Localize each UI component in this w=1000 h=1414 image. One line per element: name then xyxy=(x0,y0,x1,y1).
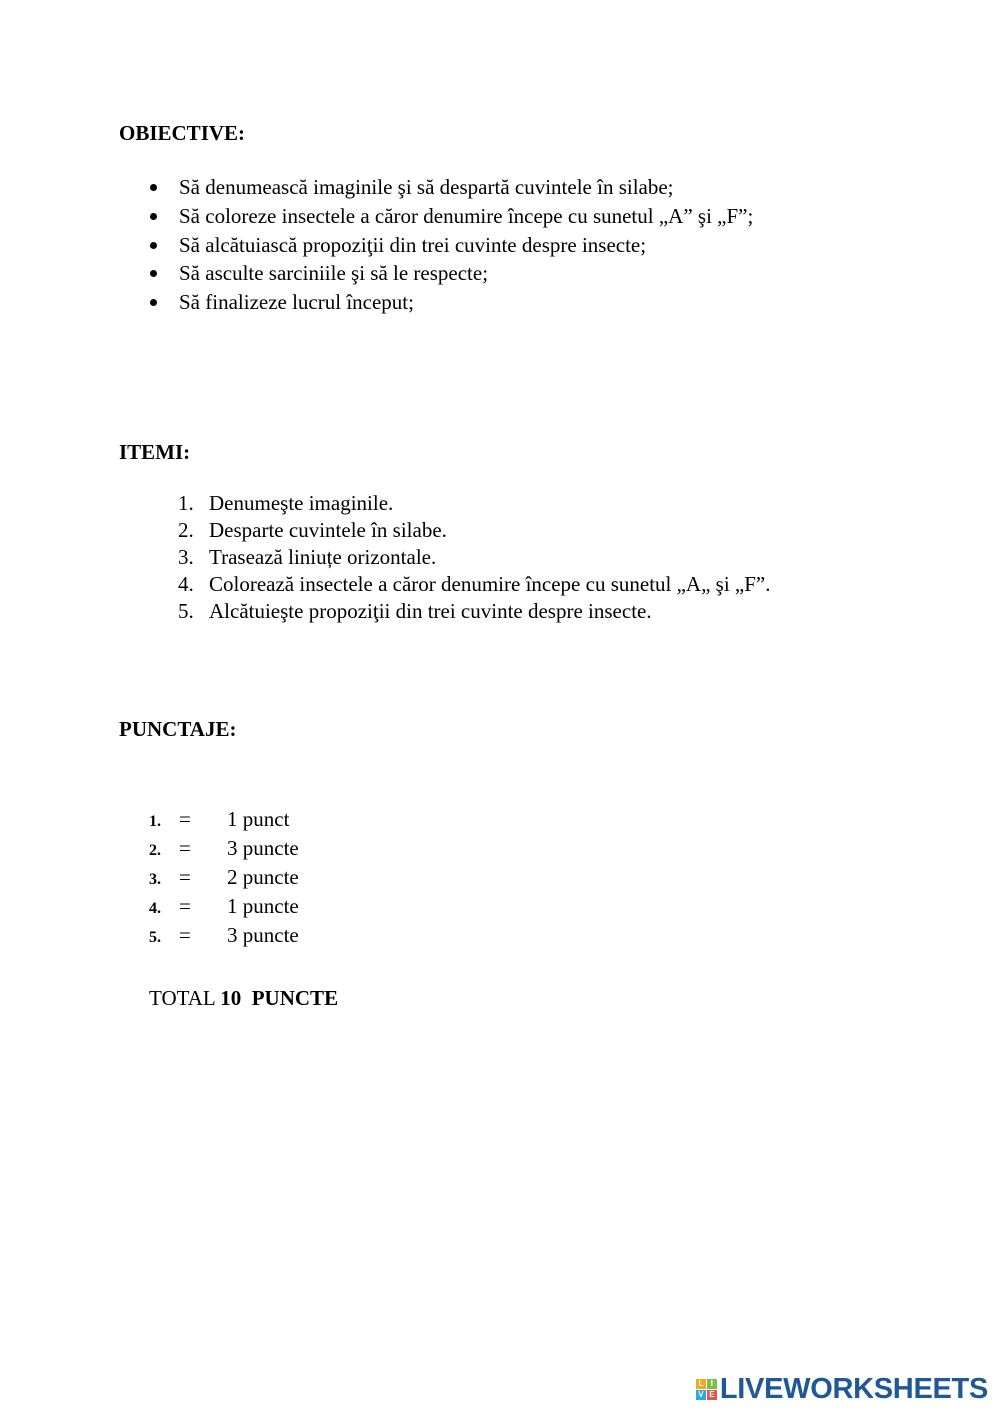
liveworksheets-icon xyxy=(696,1379,717,1400)
score-row xyxy=(149,893,299,922)
score-row xyxy=(149,835,299,864)
list-item: Să denumească imaginile şi să despartă cuvintele în silabe; xyxy=(148,173,753,202)
logo-cell: L xyxy=(696,1379,706,1389)
score-number: 5. xyxy=(149,929,161,946)
list-item: Să asculte sarciniile şi să le respecte; xyxy=(148,259,753,288)
score-value: 2 puncte xyxy=(227,865,299,889)
bullet-icon xyxy=(150,270,157,277)
item-text: Colorează insectele a căror denumire începe cu sunetul „A„ şi „F”. xyxy=(209,572,771,596)
equals-sign: = xyxy=(179,807,191,831)
list-item: Să finalizeze lucrul început; xyxy=(148,288,753,317)
scoring-heading: PUNCTAJE: xyxy=(119,717,237,741)
list-item xyxy=(178,490,771,517)
equals-sign: = xyxy=(179,865,191,889)
score-number: 1. xyxy=(149,813,161,830)
list-item: Să alcătuiască propoziţii din trei cuvinte despre insecte; xyxy=(148,231,753,260)
logo-cell: V xyxy=(696,1390,706,1400)
score-row xyxy=(149,806,299,835)
score-value: 1 punct xyxy=(227,807,290,831)
item-text: Trasează liniuțe orizontale. xyxy=(209,545,437,569)
score-value: 3 puncte xyxy=(227,923,299,947)
item-number: 1. xyxy=(178,491,194,515)
equals-sign: = xyxy=(179,836,191,860)
list-item xyxy=(178,571,771,598)
score-row xyxy=(149,864,299,893)
score-number: 2. xyxy=(149,842,161,859)
liveworksheets-logo xyxy=(696,1373,988,1406)
item-text: Desparte cuvintele în silabe. xyxy=(209,518,447,542)
logo-text: LIVEWORKSHEETS xyxy=(719,1373,988,1405)
objectives-list xyxy=(148,173,753,317)
scoring-list xyxy=(149,806,299,951)
total-score xyxy=(149,986,338,1011)
list-item xyxy=(178,598,771,625)
score-row xyxy=(149,922,299,951)
score-number: 3. xyxy=(149,871,161,888)
item-number: 3. xyxy=(178,545,194,569)
total-value: 10 PUNCTE xyxy=(220,986,339,1010)
total-label: TOTAL xyxy=(149,986,215,1010)
objectives-heading: OBIECTIVE: xyxy=(119,121,246,145)
list-item: Să coloreze insectele a căror denumire începe cu sunetul „A” şi „F”; xyxy=(148,202,753,231)
item-number: 5. xyxy=(178,599,194,623)
list-item xyxy=(178,544,771,571)
score-number: 4. xyxy=(149,900,161,917)
bullet-icon xyxy=(150,299,157,306)
items-heading: ITEMI: xyxy=(119,440,191,464)
bullet-icon xyxy=(150,213,157,220)
item-number: 4. xyxy=(178,572,194,596)
equals-sign: = xyxy=(179,923,191,947)
list-item xyxy=(178,517,771,544)
bullet-icon xyxy=(150,184,157,191)
score-value: 3 puncte xyxy=(227,836,299,860)
bullet-icon xyxy=(150,242,157,249)
item-number: 2. xyxy=(178,518,194,542)
equals-sign: = xyxy=(179,894,191,918)
logo-cell: E xyxy=(707,1390,717,1400)
logo-cell: I xyxy=(707,1379,717,1389)
item-text: Alcătuieşte propoziţii din trei cuvinte despre insecte. xyxy=(209,599,652,623)
items-list xyxy=(178,490,771,625)
score-value: 1 puncte xyxy=(227,894,299,918)
item-text: Denumeşte imaginile. xyxy=(209,491,394,515)
